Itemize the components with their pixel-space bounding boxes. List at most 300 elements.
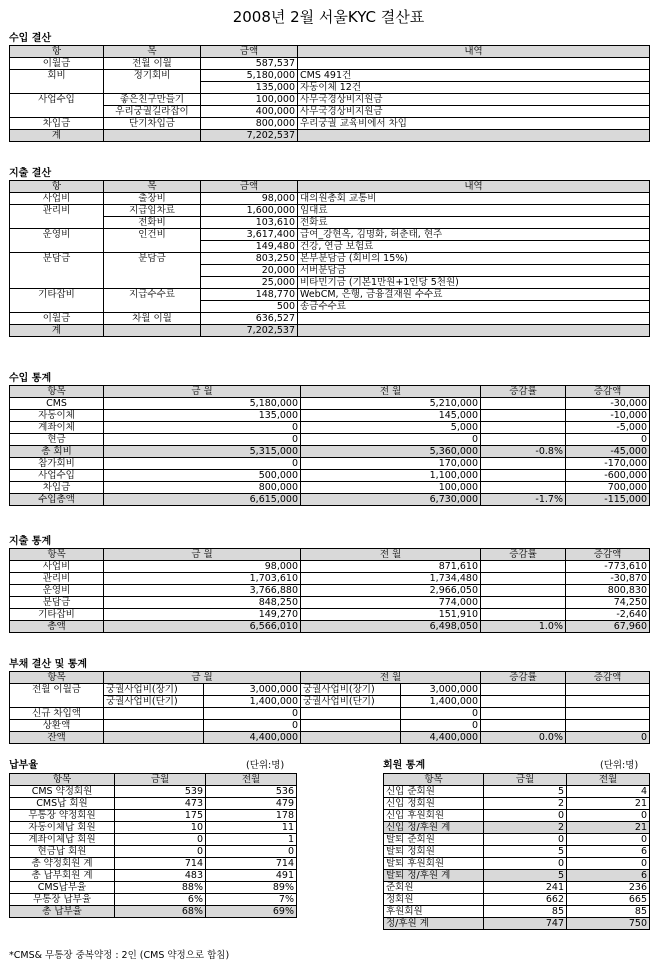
cell: 이월금 — [10, 58, 104, 70]
cell: 탈퇴 준회원 — [384, 834, 484, 846]
header-cell: 항목 — [384, 774, 484, 786]
cell: 74,250 — [566, 597, 650, 609]
table-row — [10, 846, 297, 858]
cell: 차입금 — [10, 118, 104, 130]
table-row — [384, 858, 650, 870]
table-row — [10, 118, 650, 130]
cell: CMS 491건 — [298, 70, 650, 82]
cell: 0 — [115, 846, 206, 858]
cell — [104, 720, 204, 732]
cell: 분담금 — [10, 253, 104, 289]
cell — [298, 313, 650, 325]
cell: 0 — [567, 834, 650, 846]
total-row — [10, 906, 297, 918]
cell: 0 — [401, 708, 481, 720]
table-row — [10, 217, 650, 229]
subtotal-row — [384, 870, 650, 882]
cell — [481, 410, 566, 422]
cell: 운영비 — [10, 229, 104, 253]
cell — [566, 696, 650, 708]
cell: 2,966,050 — [301, 585, 481, 597]
cell: 747 — [484, 918, 567, 930]
header-cell: 증감률 — [481, 386, 566, 398]
cell: 6 — [567, 870, 650, 882]
table-row — [10, 597, 650, 609]
cell: 7% — [206, 894, 297, 906]
cell: 662 — [484, 894, 567, 906]
cell — [481, 398, 566, 410]
cell: 관리비 — [10, 205, 104, 229]
cell: 5,180,000 — [201, 70, 298, 82]
total-row — [10, 494, 650, 506]
total-row — [10, 732, 650, 744]
cell: 사무국경상비지원금 — [298, 106, 650, 118]
member-stats-unit: (단위:명) — [600, 760, 639, 771]
cell: 6 — [567, 846, 650, 858]
cell: 21 — [567, 798, 650, 810]
cell — [298, 130, 650, 142]
cell: 149,480 — [201, 241, 298, 253]
header-cell: 전월 — [567, 774, 650, 786]
cell: 5 — [484, 786, 567, 798]
cell — [481, 684, 566, 696]
table-row — [10, 422, 650, 434]
footnote: *CMS& 무통장 중복약정 : 2인 (CMS 약정으로 합침) — [9, 950, 230, 961]
cell: 회비 — [10, 70, 104, 94]
header-cell: 증감률 — [481, 672, 566, 684]
cell: 3,766,880 — [104, 585, 301, 597]
cell: 69% — [206, 906, 297, 918]
payment-rate-title: 납부율 — [9, 760, 38, 771]
header-cell: 증감액 — [566, 549, 650, 561]
cell: 0 — [566, 732, 650, 744]
cell: 5,360,000 — [301, 446, 481, 458]
cell: 0 — [567, 858, 650, 870]
cell: 현금 — [10, 434, 104, 446]
cell: 4,400,000 — [204, 732, 301, 744]
cell: 491 — [206, 870, 297, 882]
table-header — [10, 672, 650, 684]
cell: 송금수수료 — [298, 301, 650, 313]
cell: 총 납부회원 계 — [10, 870, 115, 882]
table-row — [10, 609, 650, 621]
cell: WebCM, 은행, 금융결재원 수수료 — [298, 289, 650, 301]
cell: 전화비 — [104, 217, 201, 229]
cell: 자동이체납 회원 — [10, 822, 115, 834]
cell: 5,180,000 — [104, 398, 301, 410]
cell: 500,000 — [104, 470, 301, 482]
expense-stats-title: 지출 통계 — [9, 536, 52, 547]
cell: 6,730,000 — [301, 494, 481, 506]
cell: -1.7% — [481, 494, 566, 506]
cell: 총 약정회원 계 — [10, 858, 115, 870]
cell: 175 — [115, 810, 206, 822]
cell: 636,527 — [201, 313, 298, 325]
cell — [104, 732, 204, 744]
table-row — [10, 94, 650, 106]
cell: 기타잡비 — [10, 609, 104, 621]
expense-stats-table — [9, 548, 650, 633]
cell: 0 — [566, 434, 650, 446]
table-row — [10, 253, 650, 265]
cell: 우리궁궐 교육비에서 차입 — [298, 118, 650, 130]
cell: 4,400,000 — [401, 732, 481, 744]
cell: 총 납부율 — [10, 906, 115, 918]
header-cell: 전 월 — [301, 386, 481, 398]
income-settle-title: 수입 결산 — [9, 33, 52, 44]
cell: 0 — [204, 720, 301, 732]
cell: 1.0% — [481, 621, 566, 633]
cell — [481, 482, 566, 494]
cell: 774,000 — [301, 597, 481, 609]
cell: 148,770 — [201, 289, 298, 301]
cell: 전월 이월금 — [10, 684, 104, 708]
cell — [481, 458, 566, 470]
payment-rate-unit: (단위:명) — [246, 760, 285, 771]
header-cell: 항 — [10, 46, 104, 58]
cell: 88% — [115, 882, 206, 894]
cell: 운영비 — [10, 585, 104, 597]
cell: -5,000 — [566, 422, 650, 434]
cell: 단기차입금 — [104, 118, 201, 130]
table-row — [10, 894, 297, 906]
table-row — [384, 834, 650, 846]
cell: 1,734,480 — [301, 573, 481, 585]
cell — [481, 573, 566, 585]
cell: 준회원 — [384, 882, 484, 894]
cell: 잔액 — [10, 732, 104, 744]
header-cell: 증감액 — [566, 672, 650, 684]
cell: 탈퇴 후원회원 — [384, 858, 484, 870]
cell: 800,000 — [104, 482, 301, 494]
cell: 5,210,000 — [301, 398, 481, 410]
income-settle-table — [9, 45, 650, 142]
cell: 100,000 — [301, 482, 481, 494]
table-row — [384, 906, 650, 918]
cell: 4 — [567, 786, 650, 798]
header-cell: 항목 — [10, 774, 115, 786]
cell: 총액 — [10, 621, 104, 633]
table-row — [10, 106, 650, 118]
cell: 계 — [10, 130, 104, 142]
cell: 848,250 — [104, 597, 301, 609]
header-cell: 목 — [104, 181, 201, 193]
table-header — [384, 774, 650, 786]
cell: 68% — [115, 906, 206, 918]
cell: 89% — [206, 882, 297, 894]
cell: -170,000 — [566, 458, 650, 470]
table-row — [10, 786, 297, 798]
cell — [481, 585, 566, 597]
cell: 수입총액 — [10, 494, 104, 506]
header-cell: 금월 — [484, 774, 567, 786]
table-row — [10, 205, 650, 217]
cell: 계 — [10, 325, 104, 337]
header-cell: 항목 — [10, 672, 104, 684]
cell: 서버분담금 — [298, 265, 650, 277]
cell: 궁궐사업비(단기) — [301, 696, 401, 708]
cell: 0 — [484, 858, 567, 870]
cell: -10,000 — [566, 410, 650, 422]
table-row — [10, 798, 297, 810]
cell — [104, 325, 201, 337]
cell: 무통장 납부율 — [10, 894, 115, 906]
cell: 178 — [206, 810, 297, 822]
cell: 5,000 — [301, 422, 481, 434]
table-row — [10, 398, 650, 410]
cell — [301, 708, 401, 720]
cell: 20,000 — [201, 265, 298, 277]
table-row — [10, 313, 650, 325]
cell: 우리궁궐길라잡이 — [104, 106, 201, 118]
cell: 지급임차료 — [104, 205, 201, 217]
header-cell: 금월 — [115, 774, 206, 786]
cell: 1,703,610 — [104, 573, 301, 585]
header-cell: 금액 — [201, 181, 298, 193]
header-cell: 항 — [10, 181, 104, 193]
cell: 탈퇴 정회원 — [384, 846, 484, 858]
table-header — [10, 46, 650, 58]
cell: 계좌이체납 회원 — [10, 834, 115, 846]
cell: 사무국경상비지원금 — [298, 94, 650, 106]
cell: 신입 준회원 — [384, 786, 484, 798]
cell: -773,610 — [566, 561, 650, 573]
cell: 479 — [206, 798, 297, 810]
header-cell: 내역 — [298, 181, 650, 193]
cell: 149,270 — [104, 609, 301, 621]
table-header — [10, 386, 650, 398]
table-row — [10, 810, 297, 822]
cell: 자동이체 12건 — [298, 82, 650, 94]
cell: 비타민기금 (기본1만원+1인당 5천원) — [298, 277, 650, 289]
cell: 714 — [206, 858, 297, 870]
cell: 건강, 연금 보험료 — [298, 241, 650, 253]
total-row — [10, 325, 650, 337]
cell: -30,000 — [566, 398, 650, 410]
table-row — [10, 882, 297, 894]
cell: 25,000 — [201, 277, 298, 289]
header-cell: 금 월 — [104, 672, 301, 684]
cell — [481, 434, 566, 446]
cell — [481, 609, 566, 621]
table-row — [384, 786, 650, 798]
cell: 본부분담금 (회비의 15%) — [298, 253, 650, 265]
cell: -0.8% — [481, 446, 566, 458]
cell: 473 — [115, 798, 206, 810]
cell — [481, 720, 566, 732]
cell: -30,870 — [566, 573, 650, 585]
cell — [481, 470, 566, 482]
cell: 궁궐사업비(단기) — [104, 696, 204, 708]
header-cell: 증감액 — [566, 386, 650, 398]
cell: 인건비 — [104, 229, 201, 253]
cell: 6,615,000 — [104, 494, 301, 506]
cell: 출장비 — [104, 193, 201, 205]
header-cell: 금 월 — [104, 386, 301, 398]
cell: 총 회비 — [10, 446, 104, 458]
cell: 145,000 — [301, 410, 481, 422]
cell: 차월 이월 — [104, 313, 201, 325]
cell: 0 — [567, 810, 650, 822]
cell: 103,610 — [201, 217, 298, 229]
cell: 7,202,537 — [201, 325, 298, 337]
cell: -115,000 — [566, 494, 650, 506]
cell: 135,000 — [201, 82, 298, 94]
member-stats-title: 회원 통계 — [383, 760, 426, 771]
cell: CMS — [10, 398, 104, 410]
cell — [481, 561, 566, 573]
table-row — [10, 410, 650, 422]
cell: 급여_강현옥, 김명화, 허춘태, 현주 — [298, 229, 650, 241]
cell: 170,000 — [301, 458, 481, 470]
cell: 85 — [484, 906, 567, 918]
cell: 0 — [204, 708, 301, 720]
cell: 5 — [484, 870, 567, 882]
cell — [566, 720, 650, 732]
expense-settle-title: 지출 결산 — [9, 168, 52, 179]
cell: 0 — [104, 422, 301, 434]
cell: 0.0% — [481, 732, 566, 744]
cell: 400,000 — [201, 106, 298, 118]
cell: 5,315,000 — [104, 446, 301, 458]
cell: 계좌이체 — [10, 422, 104, 434]
cell: 0 — [401, 720, 481, 732]
cell — [104, 708, 204, 720]
cell: 분담금 — [104, 253, 201, 289]
table-row — [10, 58, 650, 70]
table-header — [10, 181, 650, 193]
cell: 5 — [484, 846, 567, 858]
member-stats-table — [383, 773, 650, 930]
cell: 1,600,000 — [201, 205, 298, 217]
cell — [481, 696, 566, 708]
total-row — [384, 918, 650, 930]
cell: 사업수입 — [10, 94, 104, 118]
page-title: 2008년 2월 서울KYC 결산표 — [232, 8, 425, 26]
cell: 21 — [567, 822, 650, 834]
cell: 무통장 약정회원 — [10, 810, 115, 822]
cell: -45,000 — [566, 446, 650, 458]
cell: 사업비 — [10, 193, 104, 205]
cell — [481, 708, 566, 720]
header-cell: 목 — [104, 46, 201, 58]
cell: 좋은친구만들기 — [104, 94, 201, 106]
cell: -2,640 — [566, 609, 650, 621]
table-row — [10, 684, 650, 696]
table-row — [10, 193, 650, 205]
table-row — [10, 834, 297, 846]
table-row — [384, 798, 650, 810]
cell: 236 — [567, 882, 650, 894]
cell: CMS 약정회원 — [10, 786, 115, 798]
cell: 536 — [206, 786, 297, 798]
table-header — [10, 774, 297, 786]
table-row — [384, 882, 650, 894]
cell: 700,000 — [566, 482, 650, 494]
cell — [566, 708, 650, 720]
header-cell: 증감률 — [481, 549, 566, 561]
cell: 587,537 — [201, 58, 298, 70]
table-row — [10, 870, 297, 882]
table-row — [10, 573, 650, 585]
cell: 0 — [206, 846, 297, 858]
cell: 1,100,000 — [301, 470, 481, 482]
cell: 대의원총회 교통비 — [298, 193, 650, 205]
cell: 1,400,000 — [401, 696, 481, 708]
cell — [566, 684, 650, 696]
cell: 483 — [115, 870, 206, 882]
table-row — [10, 70, 650, 82]
table-row — [10, 708, 650, 720]
cell: 현금납 회원 — [10, 846, 115, 858]
cell: 100,000 — [201, 94, 298, 106]
table-row — [10, 858, 297, 870]
cell: 3,617,400 — [201, 229, 298, 241]
table-row — [384, 846, 650, 858]
header-cell: 항목 — [10, 549, 104, 561]
header-cell: 전 월 — [301, 672, 481, 684]
table-row — [384, 894, 650, 906]
cell — [298, 58, 650, 70]
cell: 지급수수료 — [104, 289, 201, 313]
table-row — [384, 810, 650, 822]
cell: -600,000 — [566, 470, 650, 482]
debt-stats-table — [9, 671, 650, 744]
table-row — [10, 585, 650, 597]
cell: 0 — [115, 834, 206, 846]
cell: 665 — [567, 894, 650, 906]
cell: 0 — [484, 810, 567, 822]
cell: 분담금 — [10, 597, 104, 609]
subtotal-row — [10, 446, 650, 458]
cell: 상환액 — [10, 720, 104, 732]
cell: 6% — [115, 894, 206, 906]
cell: 0 — [484, 834, 567, 846]
table-row — [10, 822, 297, 834]
cell: 임대료 — [298, 205, 650, 217]
payment-rate-table — [9, 773, 297, 918]
cell: 539 — [115, 786, 206, 798]
table-row — [10, 434, 650, 446]
cell: 0 — [104, 458, 301, 470]
cell: 정기회비 — [104, 70, 201, 94]
cell: 750 — [567, 918, 650, 930]
table-row — [10, 720, 650, 732]
income-stats-title: 수입 통계 — [9, 373, 52, 384]
cell: 이월금 — [10, 313, 104, 325]
cell: 6,498,050 — [301, 621, 481, 633]
cell: 차입금 — [10, 482, 104, 494]
header-cell: 내역 — [298, 46, 650, 58]
cell — [301, 720, 401, 732]
cell: 67,960 — [566, 621, 650, 633]
cell: 0 — [301, 434, 481, 446]
cell: 관리비 — [10, 573, 104, 585]
cell: 탈퇴 정/후원 계 — [384, 870, 484, 882]
subtotal-row — [384, 822, 650, 834]
header-cell: 전월 — [206, 774, 297, 786]
income-stats-table — [9, 385, 650, 506]
cell: 궁궐사업비(장기) — [301, 684, 401, 696]
cell: 기타잡비 — [10, 289, 104, 313]
cell: 871,610 — [301, 561, 481, 573]
cell — [301, 732, 401, 744]
cell: 1 — [206, 834, 297, 846]
header-cell: 금액 — [201, 46, 298, 58]
table-header — [10, 549, 650, 561]
cell: 10 — [115, 822, 206, 834]
cell: 98,000 — [201, 193, 298, 205]
